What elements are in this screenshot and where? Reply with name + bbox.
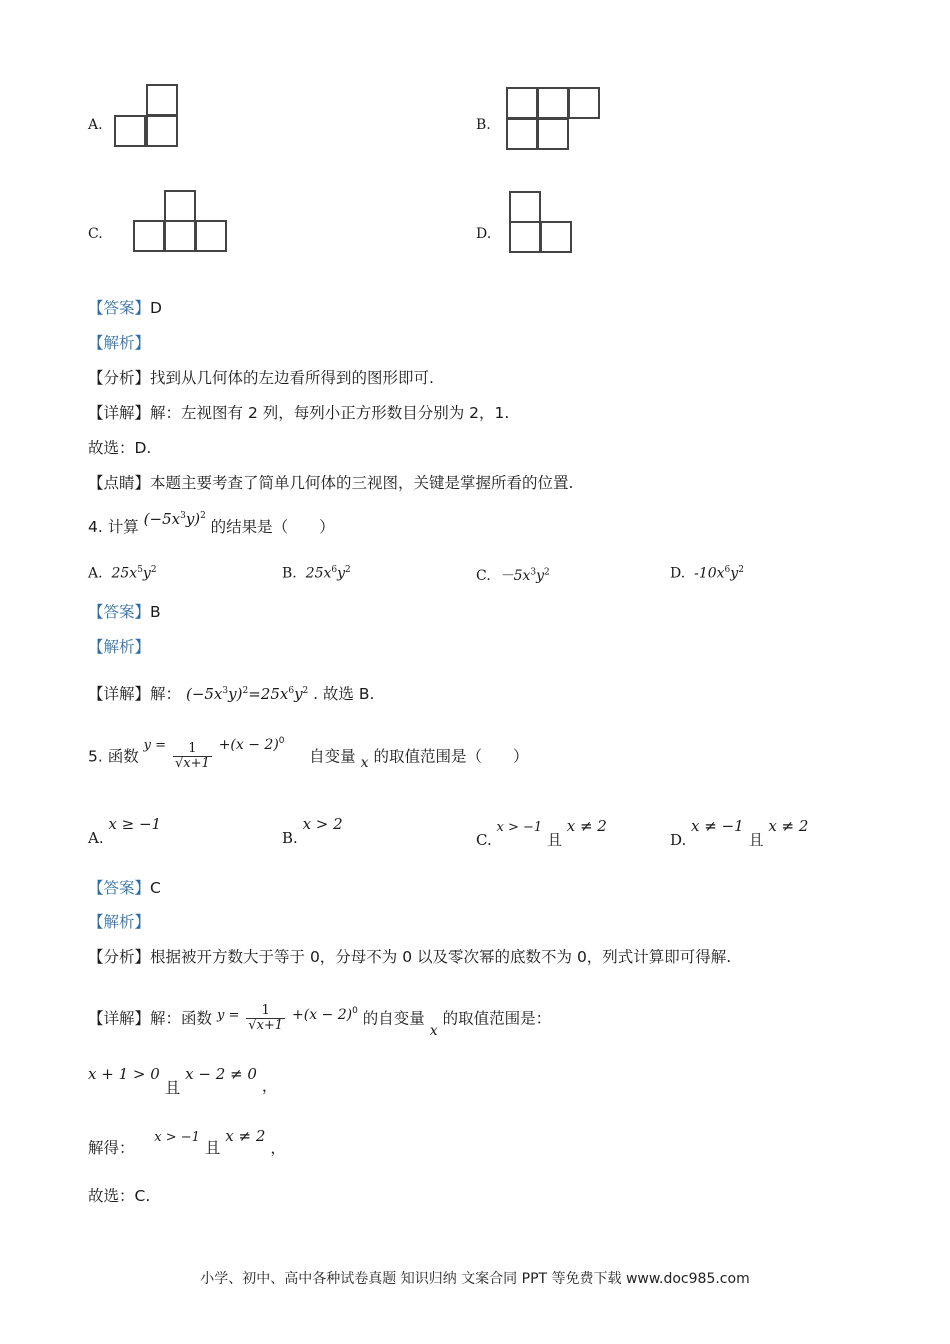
q3-detail: 【详解】解：左视图有 2 列，每列小正方形数目分别为 2，1. [88, 404, 510, 422]
q3-fenxi: 【分析】找到从几何体的左边看所得到的图形即可. [88, 369, 434, 387]
q3-choose: 故选：D. [88, 439, 152, 457]
q5-analysis-tag: 【解析】 [88, 913, 151, 931]
q3-analysis-tag: 【解析】 [88, 334, 151, 352]
q4-analysis-tag: 【解析】 [88, 638, 151, 656]
q5-solution: 解得： x > −1 且 x ≠ 2 ， [88, 1127, 286, 1157]
option-b-label: B. [476, 117, 491, 133]
q3-dianjing: 【点睛】本题主要考查了简单几何体的三视图，关键是掌握所看的位置. [88, 474, 574, 492]
q5-condition: x + 1 > 0 且 x − 2 ≠ 0 ， [88, 1065, 278, 1097]
option-a-label: A. [88, 117, 103, 133]
q4-answer: 【答案】B [88, 603, 161, 621]
q5-fraction: $\frac{1}{√x+1}$ [174, 741, 210, 772]
q4-option-a: A. $25x^5y^2$ [88, 565, 157, 582]
q5-choose: 故选：C. [88, 1187, 151, 1205]
option-d-label: D. [476, 226, 492, 242]
q5-detail: 【详解】解：函数 $^{y =}$ $\frac{1}{√x+1}$ $+(x - 2)^0$ 的自变量 x 的取值范围是： [88, 1003, 552, 1040]
q4-option-d: D. $-10x^6y^2$ [670, 565, 744, 582]
q3-answer: 【答案】D [88, 299, 162, 317]
page-footer: 小学、初中、高中各种试卷真题 知识归纳 文案合同 PPT 等免费下载 www.doc985.com [200, 1271, 750, 1287]
q4-option-c: C. $-5x^3y^2$ [476, 567, 550, 584]
q5-fenxi: 【分析】根据被开方数大于等于 0，分母不为 0 以及零次幂的底数不为 0，列式计算即可得解. [88, 948, 732, 966]
q5-answer: 【答案】C [88, 879, 161, 897]
q5-option-c: C. x > −1 且 x ≠ 2 [476, 817, 607, 849]
q5-detail-fraction: $\frac{1}{√x+1}$ [248, 1003, 284, 1034]
option-c-label: C. [88, 226, 103, 242]
q4-detail: 【详解】解： $(-5x^3y)^2=25x^6y^2$ . 故选 B. [88, 685, 375, 703]
q5-option-a: A. x ≥ −1 [88, 815, 162, 847]
q5-stem: 5. 函数 $^{y =}$ $\frac{1}{√x+1}$ $+(x - 2)^0$ 自变量 x 的取值范围是（ ） [88, 736, 529, 772]
q5-option-b: B. x > 2 [282, 815, 343, 847]
q5-option-d: D. x ≠ −1 且 x ≠ 2 [670, 817, 809, 849]
q4-stem: 4. 计算 $(-5x^3y)^2$ 的结果是（ ） [88, 510, 335, 536]
q4-option-b: B. $25x^6y^2$ [282, 565, 351, 582]
